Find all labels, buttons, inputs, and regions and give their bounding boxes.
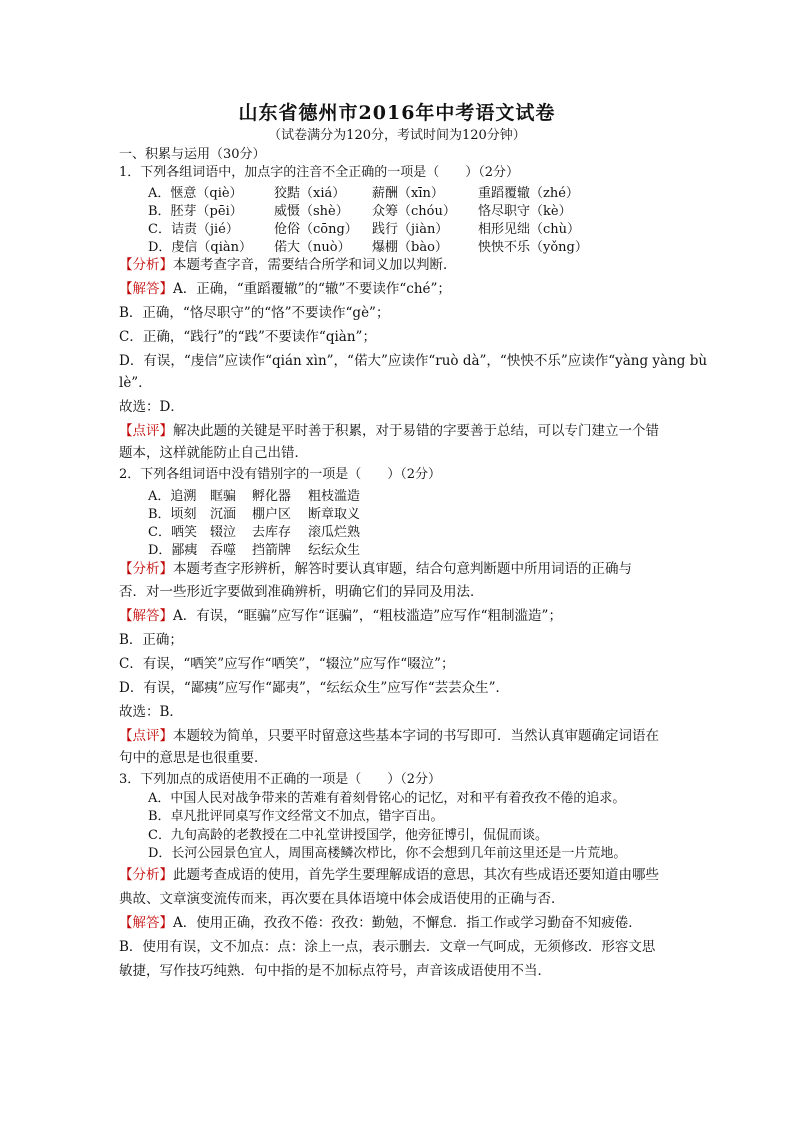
- q2-option-c-3: 去库存: [252, 525, 292, 540]
- q2-answer: [119, 607, 562, 625]
- q1-option-c-1: C．诘责（jié）: [148, 222, 239, 237]
- q3-answer-b-line2: 敏捷，写作技巧纯熟．句中指的是不加标点符号，声音该成语使用不当．: [119, 963, 551, 979]
- q2-answer-d: D．有误，“鄙痍”应写作“鄙夷”，“纭纭众生”应写作“芸芸众生”．: [119, 680, 510, 696]
- answer-tag: 【解答】: [119, 608, 173, 624]
- q3-answer-b-line1: B．使用有误，文不加点：点：涂上一点，表示删去．文章一气呵成，无须修改．形容文思: [119, 939, 656, 955]
- q1-answer-c: C．正确，“践行”的“践”不要读作“qiàn”；: [119, 329, 376, 345]
- q1-option-a-2: 狡黠（xiá）: [274, 186, 346, 201]
- q2-option-a-4: 粗枝滥造: [308, 489, 361, 504]
- q2-option-b-1: B．顷刻: [148, 507, 197, 522]
- q3-analysis: [119, 866, 659, 884]
- q1-answer-d-line2: lè”．: [119, 375, 152, 391]
- q3-option-b: B．卓凡批评同桌写作文经常文不加点，错字百出。: [148, 809, 444, 824]
- q1-answer-a: A．正确，“重蹈覆辙”的“辙”不要读作“ché”；: [173, 281, 451, 297]
- q2-comment: [119, 727, 659, 745]
- q1-option-c-4: 相形见绌（chù）: [478, 222, 581, 237]
- q1-option-d-3: 爆棚（bào）: [372, 240, 448, 255]
- q2-choose: 故选：B．: [119, 704, 183, 720]
- q2-option-d-4: 纭纭众生: [308, 543, 361, 558]
- q2-option-b-2: 沉湎: [210, 507, 237, 522]
- q1-option-b-4: 恪尽职守（kè）: [478, 204, 572, 219]
- answer-tag: 【解答】: [119, 915, 173, 931]
- q2-option-c-1: C．哂笑: [148, 525, 197, 540]
- q3-answer-a: A．使用正确，孜孜不倦：孜孜：勤勉，不懈怠．指工作或学习勤奋不知疲倦．: [173, 915, 642, 931]
- q2-answer-c: C．有误，“哂笑”应写作“哂笑”，“辍泣”应写作“啜泣”；: [119, 656, 455, 672]
- q2-comment-line2: 句中的意思是也很重要．: [119, 750, 268, 766]
- q2-option-d-2: 吞噬: [210, 543, 237, 558]
- q3-option-c: C．九旬高龄的老教授在二中礼堂讲授国学，他旁征博引，侃侃而谈。: [148, 828, 548, 843]
- q2-answer-a: A．有误，“眶骗”应写作“诓骗”，“粗枝滥造”应写作“粗制滥造”；: [173, 608, 562, 624]
- q1-answer-d-line1: D．有误，“虔信”应读作“qián xìn”，“偌大”应读作“ruò dà”，“怏怏不乐”应读作“yàng yàng bù: [119, 353, 708, 369]
- q1-analysis-text: 本题考查字音，需要结合所学和词义加以判断．: [173, 257, 457, 273]
- section-heading: 一、积累与运用（30分）: [119, 147, 266, 162]
- q1-comment: [119, 422, 659, 440]
- q3-option-a: A．中国人民对战争带来的苦难有着刻骨铭心的记忆，对和平有着孜孜不倦的追求。: [148, 791, 626, 806]
- q1-option-c-3: 践行（jiàn）: [372, 222, 449, 237]
- comment-tag: 【点评】: [119, 728, 173, 744]
- q2-option-d-3: 挡箭牌: [252, 543, 292, 558]
- q2-option-c-4: 滚瓜烂熟: [308, 525, 361, 540]
- q1-comment-line2: 题本，这样就能防止自己出错．: [119, 445, 308, 461]
- q1-option-b-2: 威慑（shè）: [274, 204, 349, 219]
- q1-answer-b: B．正确，“恪尽职守”的“恪”不要读作“gè”；: [119, 305, 390, 321]
- analysis-tag: 【分析】: [119, 257, 173, 273]
- q1-option-a-4: 重蹈覆辙（zhé）: [478, 186, 579, 201]
- page-subtitle: （试卷满分为120分，考试时间为120分钟）: [268, 128, 526, 143]
- q2-option-b-3: 棚户区: [252, 507, 292, 522]
- q2-analysis-line2: 否．对一些形近字要做到准确辨析，明确它们的异同及用法．: [119, 584, 484, 600]
- q1-option-a-3: 薪酬（xīn）: [372, 186, 444, 201]
- q2-option-a-1: A．追溯: [148, 489, 197, 504]
- q1-option-c-2: 伧俗（cōng）: [274, 222, 358, 237]
- q2-option-c-2: 辍泣: [210, 525, 237, 540]
- q3-answer: [119, 914, 642, 932]
- q1-option-d-2: 偌大（nuò）: [274, 240, 351, 255]
- q2-comment-line1: 本题较为简单，只要平时留意这些基本字词的书写即可．当然认真审题确定词语在: [173, 728, 659, 744]
- q1-answer: [119, 280, 451, 298]
- analysis-tag: 【分析】: [119, 867, 173, 883]
- analysis-tag: 【分析】: [119, 561, 173, 577]
- q1-option-b-3: 众筹（chóu）: [372, 204, 456, 219]
- q2-option-a-3: 孵化器: [252, 489, 292, 504]
- answer-tag: 【解答】: [119, 281, 173, 297]
- q2-option-a-2: 眶骗: [210, 489, 237, 504]
- q2-option-b-4: 断章取义: [308, 507, 361, 522]
- q1-comment-line1: 解决此题的关键是平时善于积累，对于易错的字要善于总结，可以专门建立一个错: [173, 423, 659, 439]
- q2-analysis-line1: 本题考查字形辨析，解答时要认真审题，结合句意判断题中所用词语的正确与: [173, 561, 632, 577]
- page-title: 山东省德州市2016年中考语文试卷: [238, 102, 556, 124]
- q2-analysis: [119, 560, 632, 578]
- q3-analysis-line1: 此题考查成语的使用，首先学生要理解成语的意思，其次有些成语还要知道由哪些: [173, 867, 659, 883]
- q1-option-d-1: D．虔信（qiàn）: [148, 240, 253, 255]
- comment-tag: 【点评】: [119, 423, 173, 439]
- q2-option-d-1: D．鄙痍: [148, 543, 198, 558]
- q3-option-d: D．长河公园景色宜人，周围高楼鳞次栉比，你不会想到几年前这里还是一片荒地。: [148, 846, 627, 861]
- q1-option-d-4: 怏怏不乐（yǒng）: [478, 240, 588, 255]
- q3-stem: 3．下列加点的成语使用不正确的一项是（ ）（2分）: [119, 772, 442, 787]
- q2-answer-b: B．正确；: [119, 632, 183, 648]
- q3-analysis-line2: 典故、文章演变流传而来，再次要在具体语境中体会成语使用的正确与否．: [119, 891, 565, 907]
- q1-choose: 故选：D．: [119, 399, 184, 415]
- q1-option-b-1: B．胚芽（pēi）: [148, 204, 243, 219]
- q2-stem: 2．下列各组词语中没有错别字的一项是（ ）（2分）: [119, 467, 442, 482]
- q1-stem: 1．下列各组词语中，加点字的注音不全正确的一项是（ ）（2分）: [119, 165, 520, 180]
- q1-analysis: [119, 256, 457, 274]
- q1-option-a-1: A．惬意（qiè）: [148, 186, 243, 201]
